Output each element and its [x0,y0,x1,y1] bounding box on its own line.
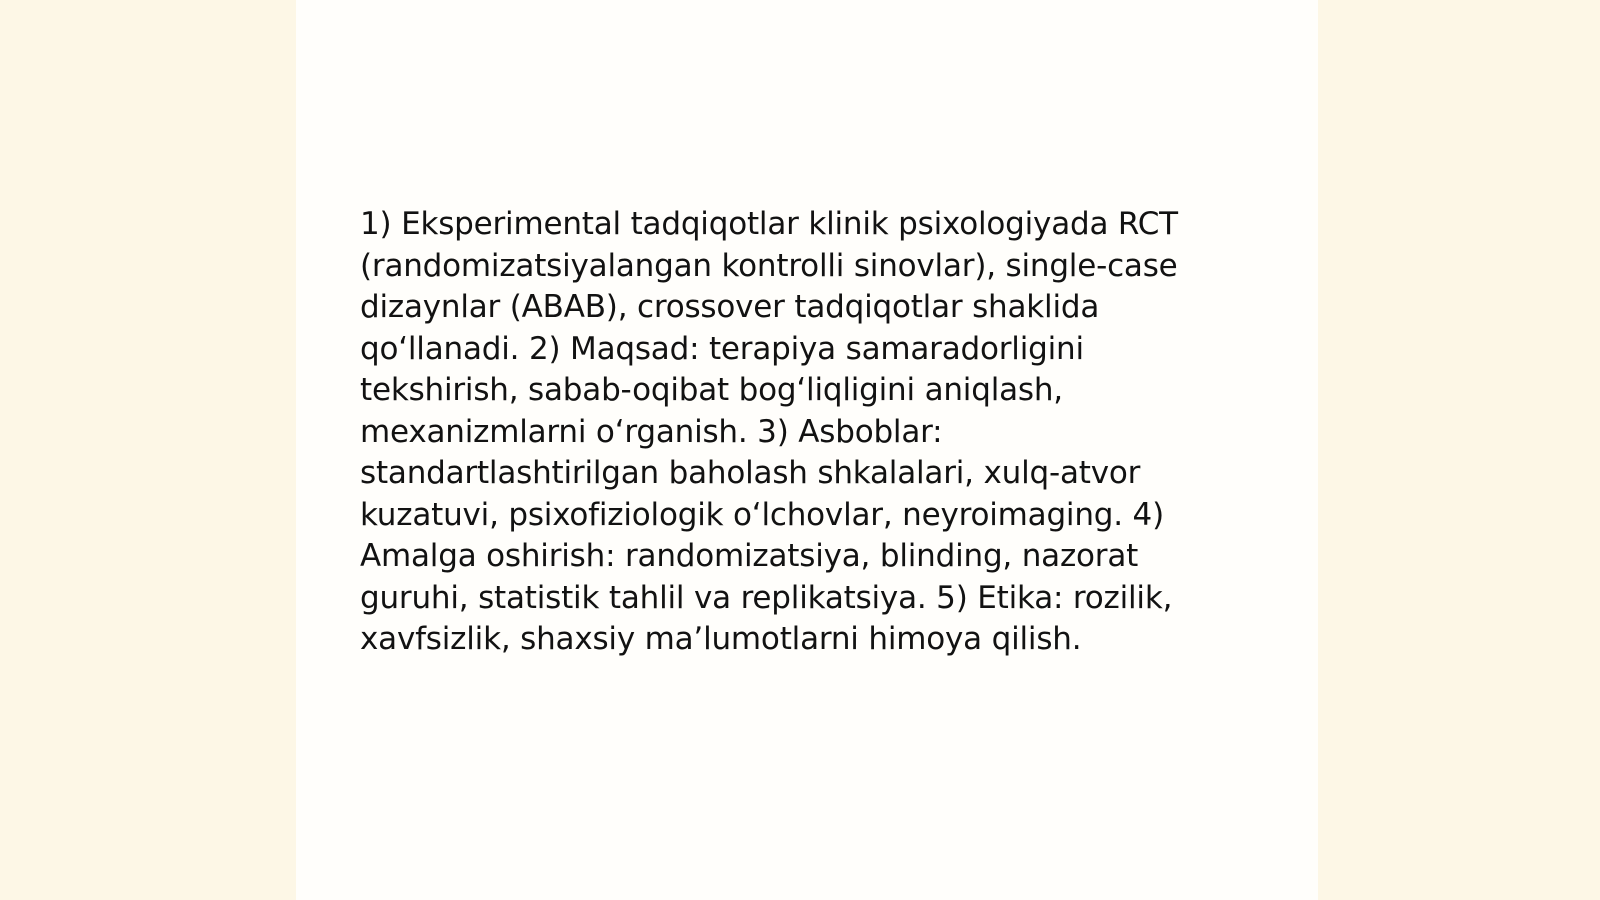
slide-body-text: 1) Eksperimental tadqiqotlar klinik psixologiyada RCT (randomizatsiyalangan kontrolli sinovlar), single-case dizaynlar (ABAB), crossover tadqiqotlar shaklida qo‘llanadi. 2) Maqsad: terapiya samaradorligini tekshirish, sabab-oqibat bog‘liqligini aniqlash, mexanizmlarni o‘rganish. 3) Asboblar: standartlashtirilgan baholash shkalalari, xulq-atvor kuzatuvi, psixofiziologik o‘lchovlar, neyroimaging. 4) Amalga oshirish: randomizatsiya, blinding, nazorat guruhi, statistik tahlil va replikatsiya. 5) Etika: rozilik, xavfsizlik, shaxsiy ma’lumotlarni himoya qilish. [360,206,1178,657]
slide-panel [296,0,1318,900]
